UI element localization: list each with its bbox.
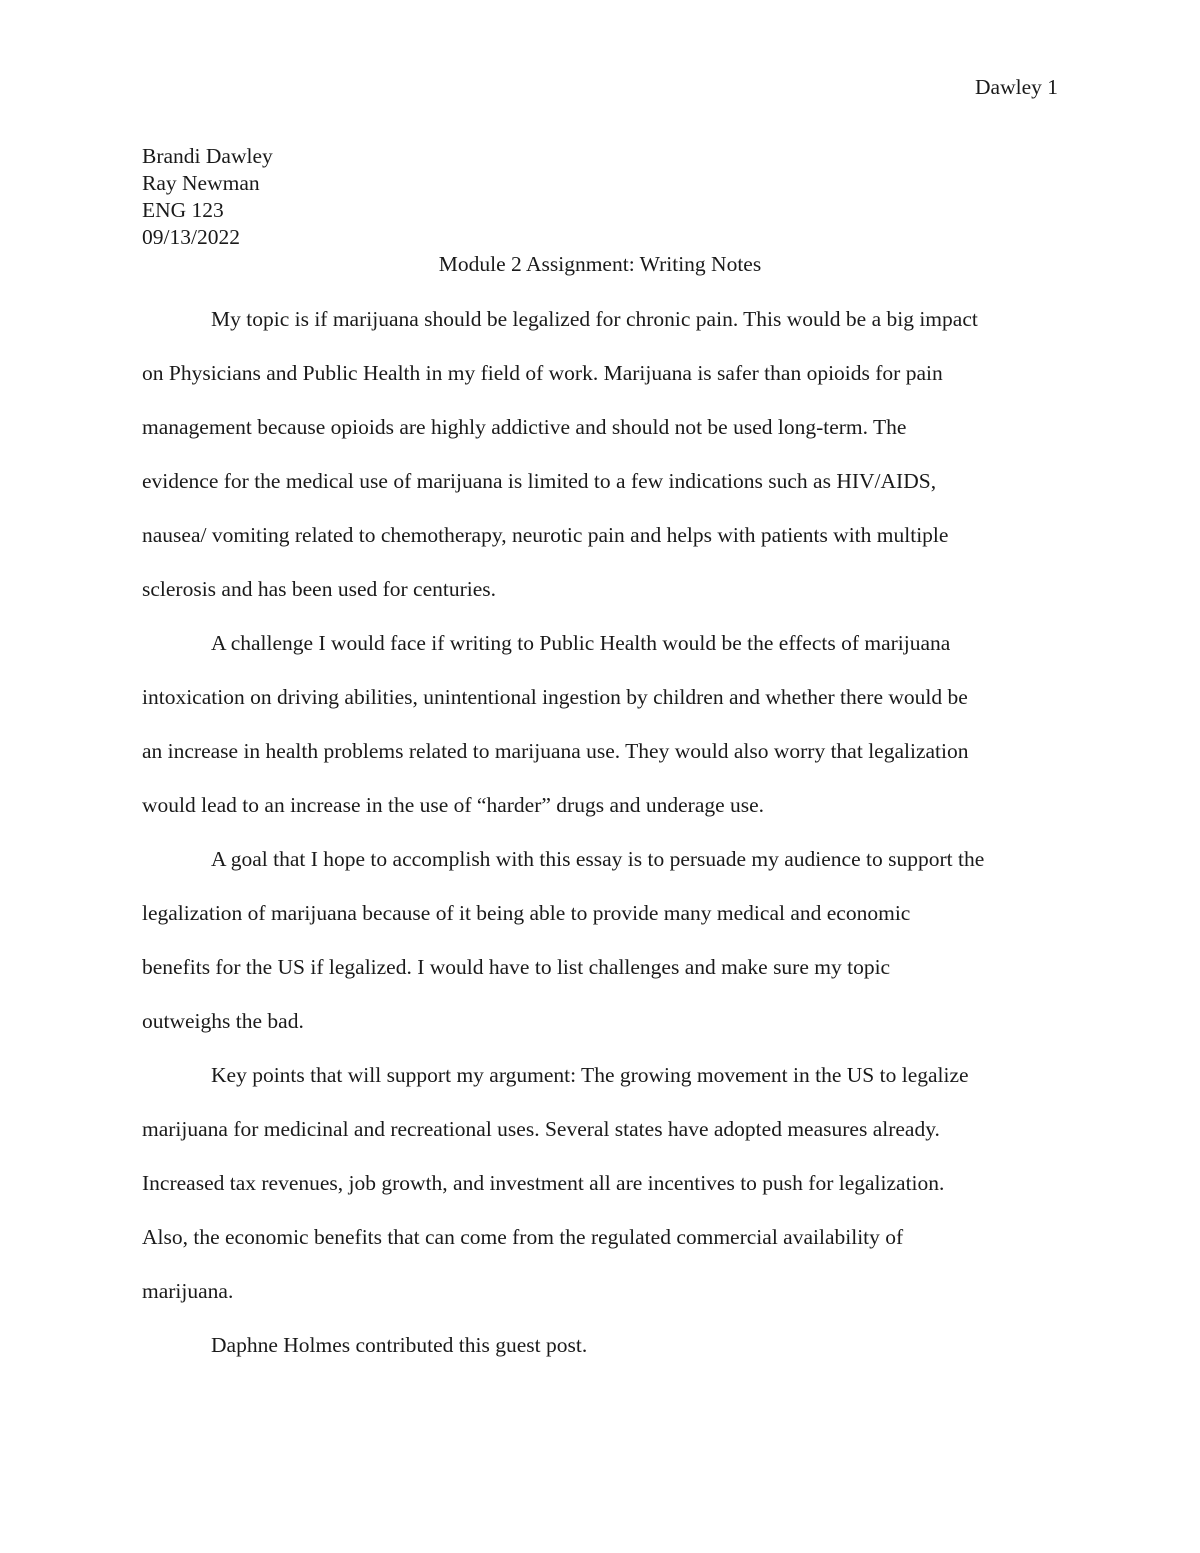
paragraph-1-line-4: evidence for the medical use of marijuana is limited to a few indications such as HIV/AIDS, — [142, 469, 937, 493]
paragraph-1-line-6: sclerosis and has been used for centuries. — [142, 577, 497, 601]
paragraph-3-line-4: outweighs the bad. — [142, 1009, 304, 1033]
running-head: Dawley 1 — [975, 75, 1058, 99]
paragraph-4-line-5: marijuana. — [142, 1279, 234, 1303]
paragraph-4-line-4: Also, the economic benefits that can come from the regulated commercial availability of — [142, 1225, 904, 1249]
instructor-name: Ray Newman — [142, 171, 260, 195]
mla-heading — [142, 143, 273, 251]
paragraph-2-line-2: intoxication on driving abilities, unintentional ingestion by children and whether there would be — [142, 685, 968, 709]
date: 09/13/2022 — [142, 225, 240, 249]
paragraph-3-line-2: legalization of marijuana because of it being able to provide many medical and economic — [142, 901, 911, 925]
paragraph-4-line-3: Increased tax revenues, job growth, and investment all are incentives to push for legalization. — [142, 1171, 945, 1195]
paragraph-2-line-3: an increase in health problems related to marijuana use. They would also worry that legalization — [142, 739, 969, 763]
paragraph-2-line-1: A challenge I would face if writing to Public Health would be the effects of marijuana — [211, 631, 951, 655]
student-name: Brandi Dawley — [142, 144, 273, 168]
paragraph-1-line-3: management because opioids are highly addictive and should not be used long-term. The — [142, 415, 907, 439]
paragraph-1-line-1: My topic is if marijuana should be legalized for chronic pain. This would be a big impact — [211, 307, 978, 331]
document-title: Module 2 Assignment: Writing Notes — [438, 252, 762, 276]
paragraph-4-line-1: Key points that will support my argument: The growing movement in the US to legalize — [211, 1063, 969, 1087]
paragraph-4-line-2: marijuana for medicinal and recreational uses. Several states have adopted measures already. — [142, 1117, 940, 1141]
paragraph-1-line-5: nausea/ vomiting related to chemotherapy, neurotic pain and helps with patients with multiple — [142, 523, 949, 547]
paragraph-1-line-2: on Physicians and Public Health in my field of work. Marijuana is safer than opioids for pain — [142, 361, 943, 385]
paragraph-3-line-1: A goal that I hope to accomplish with this essay is to persuade my audience to support the — [211, 847, 985, 871]
paragraph-2-line-4: would lead to an increase in the use of “harder” drugs and underage use. — [142, 793, 765, 817]
course-name: ENG 123 — [142, 198, 224, 222]
paragraph-5-line-1: Daphne Holmes contributed this guest post. — [211, 1333, 588, 1357]
document-body — [142, 302, 1062, 1382]
paragraph-3-line-3: benefits for the US if legalized. I would have to list challenges and make sure my topic — [142, 955, 891, 979]
